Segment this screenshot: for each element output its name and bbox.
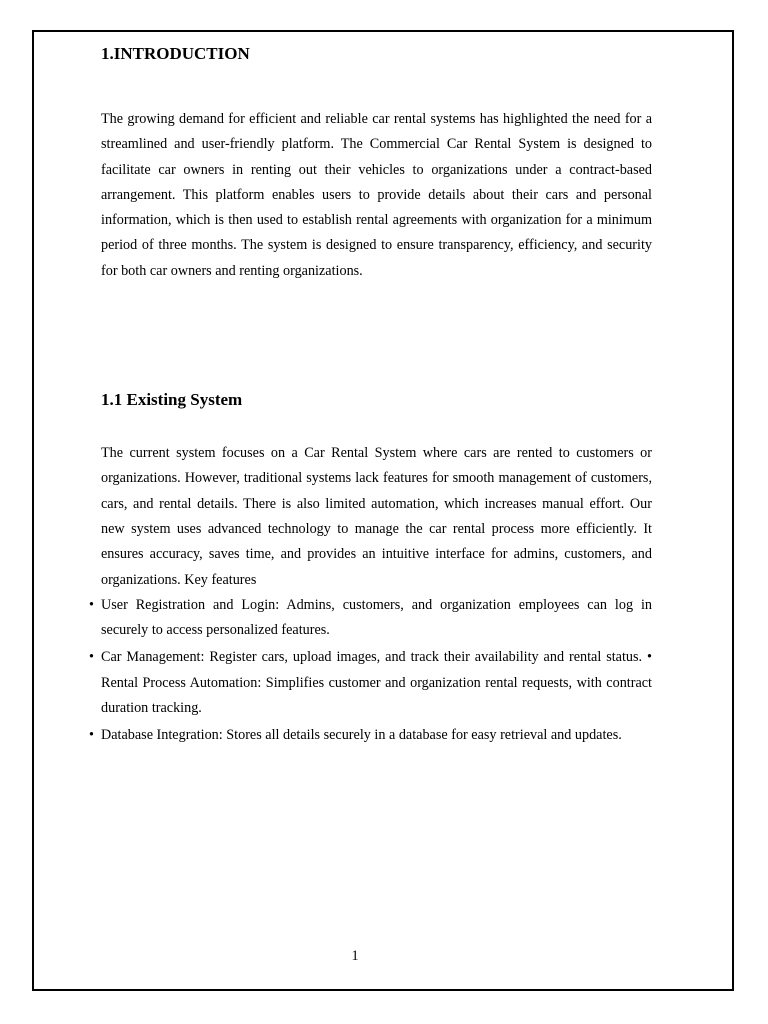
bullet-text: Database Integration: Stores all details securely in a database for easy retrieval and updates. [101, 727, 622, 744]
list-item [89, 723, 652, 748]
list-item [89, 593, 652, 644]
list-item [89, 645, 652, 721]
existing-system-section [89, 388, 652, 749]
bullet-text: User Registration and Login: Admins, customers, and organization employees can log in securely to access personalized features. [101, 596, 652, 639]
bullet-icon: • [89, 649, 94, 666]
page-number: 1 [351, 948, 359, 964]
bullet-text: Car Management: Register cars, upload images, and track their availability and rental status. • Rental Process Automation: Simplifies customer and organization rental requests, with contract duration tracking. [101, 649, 652, 717]
introduction-heading: 1.INTRODUCTION [101, 44, 250, 63]
key-features-list [89, 593, 652, 749]
document-content [89, 42, 652, 749]
bullet-icon: • [89, 596, 94, 613]
introduction-paragraph: The growing demand for efficient and reliable car rental systems has highlighted the need for a streamlined and user-friendly platform. The Commercial Car Rental System is designed to facilitate car owners in renting out their vehicles to organizations under a contract-based arrangement. This platform enables users to provide details about their cars and personal information, which is then used to establish rental agreements with organization for a minimum period of three months. The system is designed to ensure transparency, efficiency, and security for both car owners and renting organizations. [101, 111, 652, 279]
existing-system-paragraph: The current system focuses on a Car Rental System where cars are rented to customers or organizations. However, traditional systems lack features for smooth management of customers, cars, and rental details. There is also limited automation, which increases manual effort. Our new system uses advanced technology to manage the car rental process more efficiently. It ensures accuracy, saves time, and provides an intuitive interface for admins, customers, and organizations. Key features [101, 445, 652, 588]
bullet-icon: • [89, 727, 94, 744]
existing-system-heading: 1.1 Existing System [101, 390, 243, 410]
